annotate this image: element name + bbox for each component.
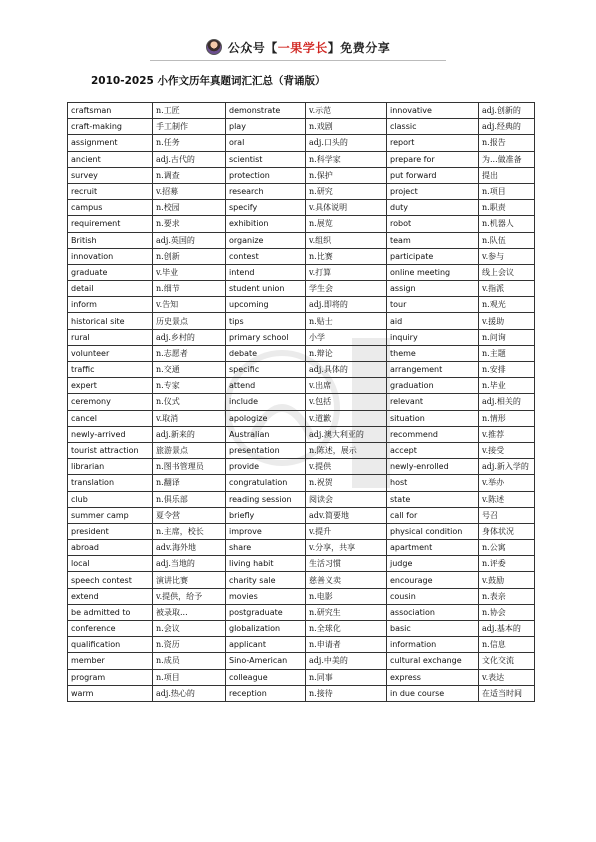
table-row	[68, 604, 535, 620]
english-term: applicant	[226, 637, 306, 653]
table-row	[68, 491, 535, 507]
english-term: attend	[226, 378, 306, 394]
english-term: basic	[387, 621, 479, 637]
chinese-meaning: n.戏剧	[306, 119, 387, 135]
table-row	[68, 523, 535, 539]
avatar-icon	[206, 39, 222, 55]
english-term: put forward	[387, 167, 479, 183]
english-term: team	[387, 232, 479, 248]
chinese-meaning: v.提供，给予	[153, 588, 226, 604]
table-row	[68, 313, 535, 329]
english-term: reading session	[226, 491, 306, 507]
english-term: briefly	[226, 507, 306, 523]
chinese-meaning: v.援助	[479, 313, 535, 329]
english-term: demonstrate	[226, 103, 306, 119]
table-row	[68, 588, 535, 604]
english-term: contest	[226, 248, 306, 264]
chinese-meaning: v.打算	[306, 264, 387, 280]
english-term: charity sale	[226, 572, 306, 588]
english-term: include	[226, 394, 306, 410]
english-term: president	[68, 523, 153, 539]
english-term: Sino-American	[226, 653, 306, 669]
english-term: librarian	[68, 459, 153, 475]
english-term: scientist	[226, 151, 306, 167]
chinese-meaning: n.问询	[479, 329, 535, 345]
english-term: share	[226, 540, 306, 556]
english-term: summer camp	[68, 507, 153, 523]
chinese-meaning: n.陈述，展示	[306, 442, 387, 458]
chinese-meaning: n.全球化	[306, 621, 387, 637]
chinese-meaning: n.成员	[153, 653, 226, 669]
english-term: cultural exchange	[387, 653, 479, 669]
english-term: congratulation	[226, 475, 306, 491]
brand-prefix: 公众号【	[227, 40, 278, 55]
english-term: express	[387, 669, 479, 685]
chinese-meaning: adj.相关的	[479, 394, 535, 410]
english-term: volunteer	[68, 345, 153, 361]
chinese-meaning: v.出席	[306, 378, 387, 394]
chinese-meaning: v.具体说明	[306, 200, 387, 216]
chinese-meaning: n.机器人	[479, 216, 535, 232]
english-term: information	[387, 637, 479, 653]
chinese-meaning: n.会议	[153, 621, 226, 637]
english-term: debate	[226, 345, 306, 361]
english-term: movies	[226, 588, 306, 604]
chinese-meaning: adj.澳大利亚的	[306, 426, 387, 442]
english-term: specify	[226, 200, 306, 216]
english-term: prepare for	[387, 151, 479, 167]
english-term: primary school	[226, 329, 306, 345]
english-term: association	[387, 604, 479, 620]
table-row	[68, 297, 535, 313]
english-term: accept	[387, 442, 479, 458]
table-row	[68, 281, 535, 297]
chinese-meaning: adj.英国的	[153, 232, 226, 248]
english-term: upcoming	[226, 297, 306, 313]
english-term: survey	[68, 167, 153, 183]
chinese-meaning: n.项目	[153, 669, 226, 685]
english-term: British	[68, 232, 153, 248]
english-term: aid	[387, 313, 479, 329]
chinese-meaning: v.招募	[153, 183, 226, 199]
chinese-meaning: adj.古代的	[153, 151, 226, 167]
chinese-meaning: 号召	[479, 507, 535, 523]
chinese-meaning: adj.即将的	[306, 297, 387, 313]
chinese-meaning: n.工匠	[153, 103, 226, 119]
chinese-meaning: 身体状况	[479, 523, 535, 539]
chinese-meaning: n.比赛	[306, 248, 387, 264]
english-term: theme	[387, 345, 479, 361]
chinese-meaning: adj.基本的	[479, 621, 535, 637]
chinese-meaning: adj.经典的	[479, 119, 535, 135]
chinese-meaning: v.告知	[153, 297, 226, 313]
english-term: detail	[68, 281, 153, 297]
english-term: improve	[226, 523, 306, 539]
english-term: abroad	[68, 540, 153, 556]
english-term: reception	[226, 685, 306, 701]
english-term: ancient	[68, 151, 153, 167]
chinese-meaning: 为...做准备	[479, 151, 535, 167]
chinese-meaning: n.翻译	[153, 475, 226, 491]
english-term: traffic	[68, 362, 153, 378]
english-term: assign	[387, 281, 479, 297]
chinese-meaning: 线上会议	[479, 264, 535, 280]
table-row	[68, 637, 535, 653]
chinese-meaning: v.提升	[306, 523, 387, 539]
english-term: robot	[387, 216, 479, 232]
chinese-meaning: adj.当地的	[153, 556, 226, 572]
table-row	[68, 151, 535, 167]
english-term: recruit	[68, 183, 153, 199]
chinese-meaning: n.主题	[479, 345, 535, 361]
table-row	[68, 329, 535, 345]
english-term: extend	[68, 588, 153, 604]
table-row	[68, 119, 535, 135]
table-row	[68, 135, 535, 151]
chinese-meaning: n.电影	[306, 588, 387, 604]
chinese-meaning: adv.海外地	[153, 540, 226, 556]
table-row	[68, 232, 535, 248]
chinese-meaning: v.提供	[306, 459, 387, 475]
chinese-meaning: n.专家	[153, 378, 226, 394]
english-term: protection	[226, 167, 306, 183]
english-term: tour	[387, 297, 479, 313]
english-term: organize	[226, 232, 306, 248]
header-divider	[150, 60, 446, 61]
chinese-meaning: n.同事	[306, 669, 387, 685]
english-term: living habit	[226, 556, 306, 572]
chinese-meaning: 被录取...	[153, 604, 226, 620]
english-term: state	[387, 491, 479, 507]
chinese-meaning: n.展览	[306, 216, 387, 232]
chinese-meaning: adj.具体的	[306, 362, 387, 378]
table-row	[68, 345, 535, 361]
vocabulary-table-body	[68, 103, 535, 702]
english-term: presentation	[226, 442, 306, 458]
chinese-meaning: n.研究	[306, 183, 387, 199]
chinese-meaning: n.协会	[479, 604, 535, 620]
chinese-meaning: 小学	[306, 329, 387, 345]
table-row	[68, 378, 535, 394]
chinese-meaning: v.示范	[306, 103, 387, 119]
table-row	[68, 621, 535, 637]
english-term: craftsman	[68, 103, 153, 119]
chinese-meaning: adj.中美的	[306, 653, 387, 669]
table-row	[68, 362, 535, 378]
english-term: assignment	[68, 135, 153, 151]
vocabulary-table	[67, 102, 535, 702]
chinese-meaning: v.鼓励	[479, 572, 535, 588]
table-row	[68, 507, 535, 523]
english-term: ceremony	[68, 394, 153, 410]
chinese-meaning: n.研究生	[306, 604, 387, 620]
english-term: cousin	[387, 588, 479, 604]
chinese-meaning: adj.新来的	[153, 426, 226, 442]
chinese-meaning: n.安排	[479, 362, 535, 378]
chinese-meaning: 手工制作	[153, 119, 226, 135]
chinese-meaning: 演讲比赛	[153, 572, 226, 588]
chinese-meaning: n.申请者	[306, 637, 387, 653]
english-term: globalization	[226, 621, 306, 637]
chinese-meaning: n.图书管理员	[153, 459, 226, 475]
table-row	[68, 669, 535, 685]
english-term: local	[68, 556, 153, 572]
english-term: translation	[68, 475, 153, 491]
table-row	[68, 264, 535, 280]
chinese-meaning: n.细节	[153, 281, 226, 297]
document-title: 2010-2025 小作文历年真题词汇汇总（背诵版）	[91, 75, 326, 87]
table-row	[68, 183, 535, 199]
chinese-meaning: n.职责	[479, 200, 535, 216]
chinese-meaning: n.评委	[479, 556, 535, 572]
english-term: recommend	[387, 426, 479, 442]
english-term: newly-enrolled	[387, 459, 479, 475]
chinese-meaning: n.创新	[153, 248, 226, 264]
table-row	[68, 685, 535, 701]
chinese-meaning: adj.创新的	[479, 103, 535, 119]
chinese-meaning: n.科学家	[306, 151, 387, 167]
english-term: historical site	[68, 313, 153, 329]
chinese-meaning: n.调查	[153, 167, 226, 183]
chinese-meaning: n.项目	[479, 183, 535, 199]
table-row	[68, 556, 535, 572]
chinese-meaning: n.辩论	[306, 345, 387, 361]
english-term: apartment	[387, 540, 479, 556]
chinese-meaning: v.接受	[479, 442, 535, 458]
english-term: provide	[226, 459, 306, 475]
chinese-meaning: n.任务	[153, 135, 226, 151]
chinese-meaning: n.表亲	[479, 588, 535, 604]
english-term: online meeting	[387, 264, 479, 280]
english-term: exhibition	[226, 216, 306, 232]
english-term: graduate	[68, 264, 153, 280]
english-term: judge	[387, 556, 479, 572]
table-row	[68, 475, 535, 491]
english-term: requirement	[68, 216, 153, 232]
chinese-meaning: v.推荐	[479, 426, 535, 442]
table-row	[68, 653, 535, 669]
english-term: situation	[387, 410, 479, 426]
chinese-meaning: n.信息	[479, 637, 535, 653]
chinese-meaning: n.交通	[153, 362, 226, 378]
table-row	[68, 540, 535, 556]
chinese-meaning: n.毕业	[479, 378, 535, 394]
english-term: graduation	[387, 378, 479, 394]
chinese-meaning: 阅读会	[306, 491, 387, 507]
table-row	[68, 248, 535, 264]
chinese-meaning: n.俱乐部	[153, 491, 226, 507]
table-row	[68, 442, 535, 458]
chinese-meaning: n.志愿者	[153, 345, 226, 361]
chinese-meaning: n.保护	[306, 167, 387, 183]
chinese-meaning: 提出	[479, 167, 535, 183]
chinese-meaning: n.贴士	[306, 313, 387, 329]
english-term: innovative	[387, 103, 479, 119]
brand-suffix: 】免费分享	[327, 40, 391, 55]
english-term: oral	[226, 135, 306, 151]
chinese-meaning: n.祝贺	[306, 475, 387, 491]
chinese-meaning: n.情形	[479, 410, 535, 426]
chinese-meaning: adj.乡村的	[153, 329, 226, 345]
chinese-meaning: adv.简要地	[306, 507, 387, 523]
chinese-meaning: 慈善义卖	[306, 572, 387, 588]
english-term: innovation	[68, 248, 153, 264]
chinese-meaning: adj.新入学的	[479, 459, 535, 475]
english-term: report	[387, 135, 479, 151]
chinese-meaning: v.道歉	[306, 410, 387, 426]
english-term: research	[226, 183, 306, 199]
english-term: specific	[226, 362, 306, 378]
english-term: participate	[387, 248, 479, 264]
english-term: host	[387, 475, 479, 491]
english-term: physical condition	[387, 523, 479, 539]
chinese-meaning: n.队伍	[479, 232, 535, 248]
table-row	[68, 410, 535, 426]
english-term: intend	[226, 264, 306, 280]
english-term: duty	[387, 200, 479, 216]
chinese-meaning: 旅游景点	[153, 442, 226, 458]
chinese-meaning: v.组织	[306, 232, 387, 248]
english-term: craft-making	[68, 119, 153, 135]
english-term: cancel	[68, 410, 153, 426]
chinese-meaning: v.参与	[479, 248, 535, 264]
english-term: arrangement	[387, 362, 479, 378]
english-term: conference	[68, 621, 153, 637]
chinese-meaning: n.仪式	[153, 394, 226, 410]
table-row	[68, 426, 535, 442]
english-term: warm	[68, 685, 153, 701]
english-term: qualification	[68, 637, 153, 653]
english-term: inquiry	[387, 329, 479, 345]
table-row	[68, 459, 535, 475]
chinese-meaning: v.取消	[153, 410, 226, 426]
chinese-meaning: 文化交流	[479, 653, 535, 669]
chinese-meaning: 生活习惯	[306, 556, 387, 572]
chinese-meaning: v.毕业	[153, 264, 226, 280]
chinese-meaning: adj.口头的	[306, 135, 387, 151]
english-term: student union	[226, 281, 306, 297]
english-term: classic	[387, 119, 479, 135]
chinese-meaning: v.包括	[306, 394, 387, 410]
chinese-meaning: n.校园	[153, 200, 226, 216]
table-row	[68, 200, 535, 216]
chinese-meaning: n.观光	[479, 297, 535, 313]
chinese-meaning: 历史景点	[153, 313, 226, 329]
english-term: tourist attraction	[68, 442, 153, 458]
english-term: campus	[68, 200, 153, 216]
table-row	[68, 572, 535, 588]
english-term: Australian	[226, 426, 306, 442]
chinese-meaning: v.表达	[479, 669, 535, 685]
chinese-meaning: n.要求	[153, 216, 226, 232]
brand-label	[228, 39, 391, 56]
chinese-meaning: n.报告	[479, 135, 535, 151]
chinese-meaning: v.举办	[479, 475, 535, 491]
chinese-meaning: n.接待	[306, 685, 387, 701]
english-term: colleague	[226, 669, 306, 685]
english-term: call for	[387, 507, 479, 523]
english-term: encourage	[387, 572, 479, 588]
chinese-meaning: n.主席，校长	[153, 523, 226, 539]
chinese-meaning: 学生会	[306, 281, 387, 297]
english-term: relevant	[387, 394, 479, 410]
english-term: program	[68, 669, 153, 685]
chinese-meaning: 在适当时间	[479, 685, 535, 701]
english-term: speech contest	[68, 572, 153, 588]
chinese-meaning: adj.热心的	[153, 685, 226, 701]
english-term: postgraduate	[226, 604, 306, 620]
chinese-meaning: 夏令营	[153, 507, 226, 523]
english-term: club	[68, 491, 153, 507]
english-term: be admitted to	[68, 604, 153, 620]
chinese-meaning: v.分享，共享	[306, 540, 387, 556]
table-row	[68, 167, 535, 183]
table-row	[68, 103, 535, 119]
english-term: inform	[68, 297, 153, 313]
page-header	[0, 36, 596, 58]
english-term: rural	[68, 329, 153, 345]
chinese-meaning: v.指派	[479, 281, 535, 297]
english-term: apologize	[226, 410, 306, 426]
chinese-meaning: n.公寓	[479, 540, 535, 556]
english-term: in due course	[387, 685, 479, 701]
chinese-meaning: n.资历	[153, 637, 226, 653]
english-term: expert	[68, 378, 153, 394]
brand-accent: 一果学长	[277, 40, 328, 55]
english-term: tips	[226, 313, 306, 329]
english-term: project	[387, 183, 479, 199]
english-term: newly-arrived	[68, 426, 153, 442]
chinese-meaning: v.陈述	[479, 491, 535, 507]
table-row	[68, 216, 535, 232]
table-row	[68, 394, 535, 410]
english-term: play	[226, 119, 306, 135]
english-term: member	[68, 653, 153, 669]
